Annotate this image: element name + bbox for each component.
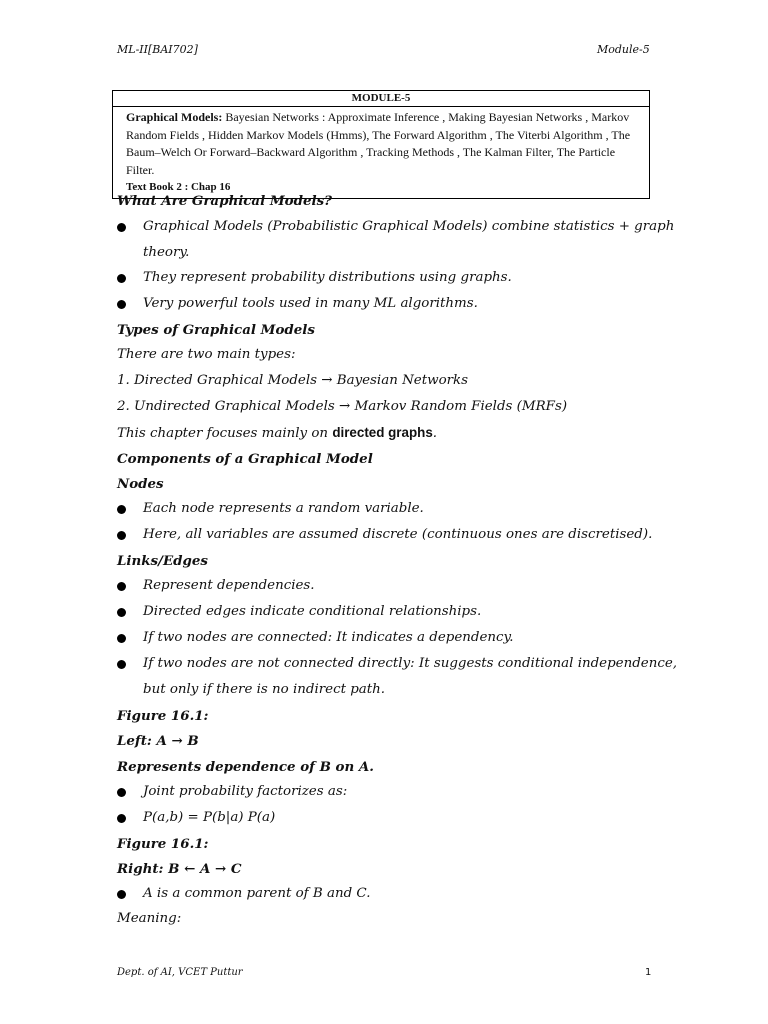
- heading-links: Links/Edges: [117, 553, 208, 569]
- heading-types: Types of Graphical Models: [117, 322, 315, 338]
- topics-line-2: Random Fields , Hidden Markov Models (Hmms), The Forward Algorithm , The Viterbi Algorithm , The: [126, 127, 631, 142]
- bullet-icon: [117, 505, 126, 514]
- bullet-text-continued: but only if there is no indirect path.: [143, 682, 386, 697]
- topics-label: Graphical Models:: [126, 110, 223, 124]
- focus-period: .: [432, 426, 438, 441]
- bullet-icon: [117, 608, 126, 617]
- bullet-text: Each node represents a random variable.: [143, 501, 424, 516]
- bullet-text: A is a common parent of B and C.: [143, 886, 371, 901]
- bullet-text: Joint probability factorizes as:: [143, 784, 348, 799]
- bullet-text-formula: P(a,b) = P(b|a) P(a): [143, 810, 276, 825]
- heading-figure-left: Figure 16.1:: [117, 708, 209, 724]
- textbook-ref: Text Book 2 : Chap 16: [126, 181, 231, 193]
- bullet-icon: [117, 660, 126, 669]
- bullet-text: Graphical Models (Probabilistic Graphical Models) combine statistics + graph: [143, 219, 675, 234]
- bullet-text-continued: theory.: [143, 245, 190, 260]
- bullet-text: Here, all variables are assumed discrete (continuous ones are discretised).: [143, 527, 653, 542]
- module-topics: [113, 107, 649, 198]
- bullet-icon: [117, 634, 126, 643]
- module-summary-box: [112, 90, 650, 199]
- module-title: MODULE-5: [113, 91, 649, 107]
- bullet-text: If two nodes are connected: It indicates a dependency.: [143, 630, 514, 645]
- bullet-text: If two nodes are not connected directly: It suggests conditional independence,: [143, 656, 678, 671]
- footer-department: Dept. of AI, VCET Puttur: [117, 967, 243, 978]
- bullet-icon: [117, 890, 126, 899]
- topics-line-1: Bayesian Networks : Approximate Inference , Making Bayesian Networks , Markov: [222, 110, 630, 124]
- bullet-icon: [117, 300, 126, 309]
- heading-right-graph: Right: B ← A → C: [117, 861, 242, 877]
- heading-components: Components of a Graphical Model: [117, 451, 373, 467]
- heading-left-graph: Left: A → B: [117, 733, 199, 749]
- page-number: 1: [645, 967, 652, 978]
- topics-line-4: Filter.: [126, 162, 155, 177]
- paragraph-undirected: 2. Undirected Graphical Models → Markov Random Fields (MRFs): [117, 399, 568, 414]
- bullet-icon: [117, 814, 126, 823]
- bullet-icon: [117, 582, 126, 591]
- heading-nodes: Nodes: [117, 476, 164, 492]
- bullet-icon: [117, 223, 126, 232]
- focus-bold-text: directed graphs: [332, 425, 433, 440]
- bullet-text: Directed edges indicate conditional relationships.: [143, 604, 482, 619]
- bullet-icon: [117, 274, 126, 283]
- heading-what-are-graphical-models: What Are Graphical Models?: [117, 193, 332, 209]
- paragraph-meaning: Meaning:: [117, 911, 182, 926]
- bullet-icon: [117, 788, 126, 797]
- focus-text: This chapter focuses mainly on: [117, 426, 333, 441]
- heading-represents: Represents dependence of B on A.: [117, 759, 374, 775]
- header-course-code: ML-II[BAI702]: [117, 43, 198, 56]
- bullet-text: Very powerful tools used in many ML algorithms.: [143, 296, 478, 311]
- bullet-icon: [117, 531, 126, 540]
- heading-figure-right: Figure 16.1:: [117, 836, 209, 852]
- paragraph-directed: 1. Directed Graphical Models → Bayesian Networks: [117, 373, 469, 388]
- paragraph: There are two main types:: [117, 347, 296, 362]
- bullet-text: Represent dependencies.: [143, 578, 315, 593]
- paragraph-focus: [117, 424, 437, 443]
- bullet-text: They represent probability distributions using graphs.: [143, 270, 512, 285]
- topics-line-3: Baum–Welch Or Forward–Backward Algorithm , Tracking Methods , The Kalman Filter, The Particle: [126, 145, 616, 159]
- header-module: Module-5: [597, 43, 650, 56]
